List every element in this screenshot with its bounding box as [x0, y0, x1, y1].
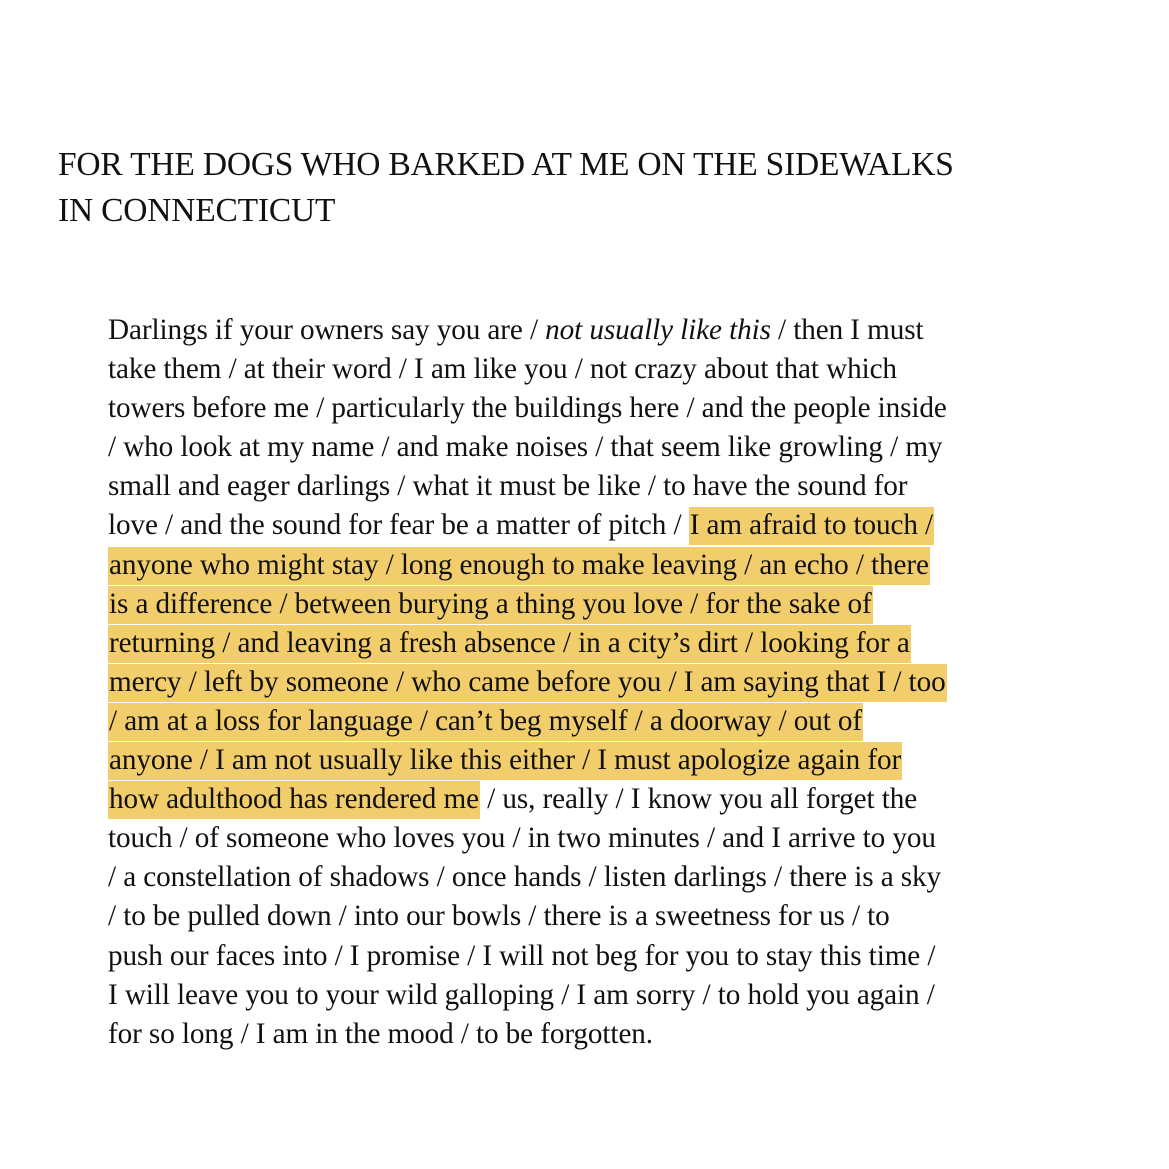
- poem-title-line-1: FOR THE DOGS WHO BARKED AT ME ON THE SIDEWALKS: [58, 146, 954, 183]
- highlighted-passage: anyone who might stay / long enough to make leaving / an echo / there: [108, 547, 930, 585]
- poem-line-17: push our faces into / I promise / I will not beg for you to stay this time /: [108, 939, 936, 972]
- poem-line-12: [108, 741, 1148, 780]
- poem-line-9: [108, 624, 1148, 663]
- poem-line-8: [108, 585, 1148, 624]
- poem-title-line-2: IN CONNECTICUT: [58, 192, 336, 229]
- poem-line-19: for so long / I am in the mood / to be forgotten.: [108, 1017, 653, 1050]
- poem-line-6-plain: love / and the sound for fear be a matter of pitch /: [108, 509, 689, 542]
- poem-line-15: / a constellation of shadows / once hands / listen darlings / there is a sky: [108, 861, 941, 894]
- poem-line-10: [108, 663, 1148, 702]
- poem-line-1: [108, 311, 1148, 350]
- poem-line-11: [108, 702, 1148, 741]
- poem-line-3: towers before me / particularly the buildings here / and the people inside: [108, 392, 947, 425]
- poem-line-1-text-c: / then I must: [770, 314, 924, 346]
- poem-line-18: I will leave you to your wild galloping / I am sorry / to hold you again /: [108, 978, 935, 1011]
- poem-line-14: touch / of someone who loves you / in two minutes / and I arrive to you: [108, 822, 936, 855]
- poem-line-2: take them / at their word / I am like you / not crazy about that which: [108, 353, 897, 386]
- highlighted-passage: is a difference / between burying a thing you love / for the sake of: [108, 586, 873, 624]
- poem-line-4: / who look at my name / and make noises / that seem like growling / my: [108, 431, 943, 464]
- highlighted-passage-start: I am afraid to touch /: [689, 507, 934, 545]
- poem-line-1-italic: not usually like this: [545, 314, 771, 346]
- highlighted-passage: anyone / I am not usually like this either / I must apologize again for: [108, 742, 902, 780]
- highlighted-passage-end: how adulthood has rendered me: [108, 781, 480, 819]
- poem-body: [108, 311, 1148, 1054]
- poem-line-7: [108, 546, 1148, 585]
- poem-line-6: [108, 506, 1148, 545]
- poem-line-16: / to be pulled down / into our bowls / there is a sweetness for us / to: [108, 900, 890, 933]
- highlighted-passage: / am at a loss for language / can’t beg myself / a doorway / out of: [108, 703, 863, 741]
- poem-line-5: small and eager darlings / what it must be like / to have the sound for: [108, 470, 908, 503]
- poem-line-1-text-a: Darlings if your owners say you are /: [108, 314, 546, 346]
- highlighted-passage: mercy / left by someone / who came before you / I am saying that I / too: [108, 664, 947, 702]
- poem-line-13: [108, 780, 1148, 819]
- highlighted-passage: returning / and leaving a fresh absence / in a city’s dirt / looking for a: [108, 625, 911, 663]
- poem-title: [58, 142, 1138, 234]
- poem-line-13-plain: / us, really / I know you all forget the: [479, 783, 918, 816]
